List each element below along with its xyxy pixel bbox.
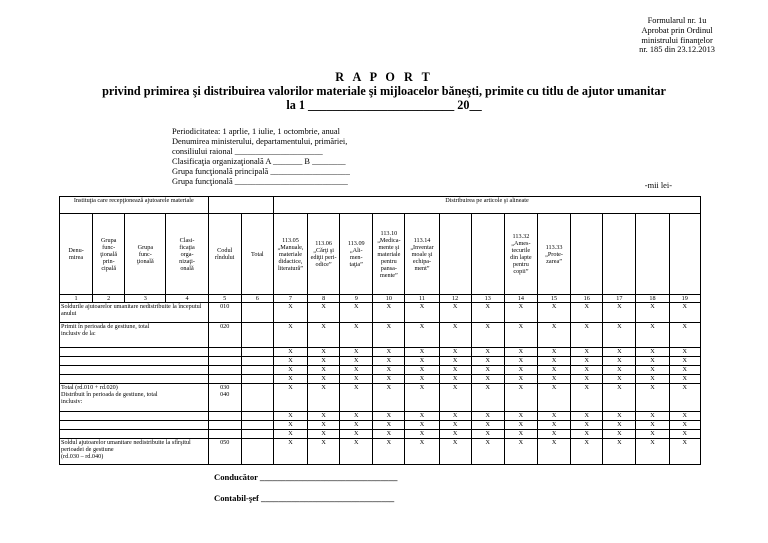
row-label xyxy=(60,412,209,421)
column-header xyxy=(439,214,471,295)
x-mark-cell: X xyxy=(340,430,373,439)
meta-org-classification: Clasificaţia organizaţională A _______ B ________ xyxy=(172,157,346,166)
x-mark-cell: X xyxy=(504,430,537,439)
report-title xyxy=(0,70,768,112)
column-number: 15 xyxy=(537,295,570,303)
table-row xyxy=(60,348,701,357)
row-label: Primit în perioada de gestiune, total inclusiv de la: xyxy=(60,323,209,348)
column-header xyxy=(669,214,700,295)
column-number-row xyxy=(60,295,701,303)
x-mark-cell: X xyxy=(439,303,471,323)
column-header: Clasi- ficaţia orga- nizaţi- onală xyxy=(166,214,208,295)
x-mark-cell: X xyxy=(636,323,669,348)
x-mark-cell: X xyxy=(308,430,340,439)
x-mark-cell: X xyxy=(439,384,471,412)
column-number: 19 xyxy=(669,295,700,303)
x-mark-cell: X xyxy=(439,348,471,357)
column-header: Grupa func- ţională xyxy=(125,214,166,295)
x-mark-cell: X xyxy=(308,366,340,375)
x-mark-cell: X xyxy=(308,421,340,430)
x-mark-cell: X xyxy=(636,384,669,412)
x-mark-cell: X xyxy=(669,348,700,357)
meta-main-functional-group: Grupa funcţională principală ___________________ xyxy=(172,167,350,176)
x-mark-cell: X xyxy=(537,430,570,439)
column-header: 113.06 „Cărţi şi ediţii peri- odice” xyxy=(308,214,340,295)
x-mark-cell: X xyxy=(571,323,603,348)
x-mark-cell: X xyxy=(537,412,570,421)
x-mark-cell: X xyxy=(504,384,537,412)
column-number: 10 xyxy=(373,295,405,303)
row-code xyxy=(208,357,241,366)
x-mark-cell: X xyxy=(273,357,307,366)
table-row xyxy=(60,439,701,465)
approval-order: nr. 185 din 23.12.2013 xyxy=(639,45,715,55)
x-mark-cell: X xyxy=(571,303,603,323)
column-header-row xyxy=(60,214,701,295)
x-mark-cell: X xyxy=(373,303,405,323)
x-mark-cell: X xyxy=(471,421,504,430)
total-cell xyxy=(241,357,273,366)
x-mark-cell: X xyxy=(273,348,307,357)
x-mark-cell: X xyxy=(537,384,570,412)
x-mark-cell: X xyxy=(669,366,700,375)
x-mark-cell: X xyxy=(439,366,471,375)
approval-line: Aprobat prin Ordinul xyxy=(641,25,713,35)
x-mark-cell: X xyxy=(471,323,504,348)
x-mark-cell: X xyxy=(669,357,700,366)
total-cell xyxy=(241,366,273,375)
x-mark-cell: X xyxy=(439,323,471,348)
x-mark-cell: X xyxy=(603,421,636,430)
x-mark-cell: X xyxy=(439,412,471,421)
x-mark-cell: X xyxy=(340,412,373,421)
x-mark-cell: X xyxy=(373,439,405,465)
x-mark-cell: X xyxy=(273,384,307,412)
row-code: 020 xyxy=(208,323,241,348)
x-mark-cell: X xyxy=(537,439,570,465)
x-mark-cell: X xyxy=(273,375,307,384)
column-header: 113.09 „Ali- men- taţia” xyxy=(340,214,373,295)
x-mark-cell: X xyxy=(603,348,636,357)
table-row xyxy=(60,421,701,430)
row-code: 030 040 xyxy=(208,384,241,412)
x-mark-cell: X xyxy=(373,412,405,421)
x-mark-cell: X xyxy=(636,357,669,366)
total-cell xyxy=(241,412,273,421)
row-label xyxy=(60,430,209,439)
x-mark-cell: X xyxy=(504,357,537,366)
total-cell xyxy=(241,384,273,412)
x-mark-cell: X xyxy=(603,323,636,348)
x-mark-cell: X xyxy=(504,348,537,357)
x-mark-cell: X xyxy=(471,366,504,375)
x-mark-cell: X xyxy=(340,421,373,430)
x-mark-cell: X xyxy=(571,357,603,366)
x-mark-cell: X xyxy=(340,323,373,348)
total-cell xyxy=(241,303,273,323)
x-mark-cell: X xyxy=(273,366,307,375)
x-mark-cell: X xyxy=(636,430,669,439)
x-mark-cell: X xyxy=(571,375,603,384)
x-mark-cell: X xyxy=(373,323,405,348)
x-mark-cell: X xyxy=(636,412,669,421)
column-header: Grupa func- ţională prin- cipală xyxy=(93,214,125,295)
table-row xyxy=(60,323,701,348)
column-header: Codul rîndului xyxy=(208,214,241,295)
x-mark-cell: X xyxy=(636,303,669,323)
column-number: 3 xyxy=(125,295,166,303)
x-mark-cell: X xyxy=(471,430,504,439)
x-mark-cell: X xyxy=(340,348,373,357)
x-mark-cell: X xyxy=(273,323,307,348)
x-mark-cell: X xyxy=(405,303,439,323)
x-mark-cell: X xyxy=(439,375,471,384)
x-mark-cell: X xyxy=(571,421,603,430)
x-mark-cell: X xyxy=(471,412,504,421)
column-header: 113.14 „Inventar moale şi echipa- ment” xyxy=(405,214,439,295)
row-code: 050 xyxy=(208,439,241,465)
x-mark-cell: X xyxy=(373,348,405,357)
x-mark-cell: X xyxy=(439,439,471,465)
meta-ministry: Denumirea ministerului, departamentului, primăriei, xyxy=(172,137,348,146)
x-mark-cell: X xyxy=(308,323,340,348)
x-mark-cell: X xyxy=(308,439,340,465)
x-mark-cell: X xyxy=(471,384,504,412)
x-mark-cell: X xyxy=(471,439,504,465)
row-code xyxy=(208,375,241,384)
row-code xyxy=(208,366,241,375)
approval-ministry: ministrului finanţelor xyxy=(641,35,713,45)
row-label xyxy=(60,357,209,366)
column-header xyxy=(636,214,669,295)
x-mark-cell: X xyxy=(273,412,307,421)
column-header: 113.32 „Ames- tecurile din lapte pentru copii” xyxy=(504,214,537,295)
group-header-blank xyxy=(208,197,273,214)
x-mark-cell: X xyxy=(340,439,373,465)
table-row xyxy=(60,357,701,366)
table-row xyxy=(60,366,701,375)
x-mark-cell: X xyxy=(636,366,669,375)
x-mark-cell: X xyxy=(273,421,307,430)
table-row xyxy=(60,412,701,421)
report-title-subtitle: privind primirea şi distribuirea valorilor materiale şi mijloacelor băneşti, primite cu titlu de ajutor umanitar xyxy=(102,84,666,98)
x-mark-cell: X xyxy=(373,384,405,412)
x-mark-cell: X xyxy=(669,384,700,412)
x-mark-cell: X xyxy=(669,303,700,323)
unit-label: -mii lei- xyxy=(644,181,672,190)
total-cell xyxy=(241,323,273,348)
row-code xyxy=(208,412,241,421)
x-mark-cell: X xyxy=(571,439,603,465)
manager-signature: Conducător ________________________________ xyxy=(214,472,398,482)
x-mark-cell: X xyxy=(273,439,307,465)
x-mark-cell: X xyxy=(471,357,504,366)
report-table xyxy=(59,196,701,465)
x-mark-cell: X xyxy=(504,366,537,375)
x-mark-cell: X xyxy=(504,303,537,323)
x-mark-cell: X xyxy=(405,384,439,412)
x-mark-cell: X xyxy=(405,439,439,465)
x-mark-cell: X xyxy=(405,430,439,439)
column-number: 5 xyxy=(208,295,241,303)
table-row xyxy=(60,384,701,412)
x-mark-cell: X xyxy=(504,421,537,430)
x-mark-cell: X xyxy=(603,384,636,412)
column-number: 16 xyxy=(571,295,603,303)
x-mark-cell: X xyxy=(537,375,570,384)
x-mark-cell: X xyxy=(340,366,373,375)
x-mark-cell: X xyxy=(308,348,340,357)
column-header xyxy=(571,214,603,295)
column-number: 14 xyxy=(504,295,537,303)
x-mark-cell: X xyxy=(504,412,537,421)
total-cell xyxy=(241,439,273,465)
x-mark-cell: X xyxy=(669,412,700,421)
column-number: 18 xyxy=(636,295,669,303)
x-mark-cell: X xyxy=(636,421,669,430)
report-meta xyxy=(172,127,350,187)
table-row xyxy=(60,430,701,439)
column-number: 17 xyxy=(603,295,636,303)
total-cell xyxy=(241,430,273,439)
column-number: 7 xyxy=(273,295,307,303)
x-mark-cell: X xyxy=(340,357,373,366)
x-mark-cell: X xyxy=(340,384,373,412)
row-label xyxy=(60,366,209,375)
column-header: 113.05 „Manuale, materiale didactice, literatură” xyxy=(273,214,307,295)
x-mark-cell: X xyxy=(669,323,700,348)
accountant-signature: Contabil-şef _______________________________ xyxy=(214,493,395,503)
x-mark-cell: X xyxy=(439,430,471,439)
x-mark-cell: X xyxy=(405,357,439,366)
meta-periodicity: Periodicitatea: 1 aprlie, 1 iulie, 1 octombrie, anual xyxy=(172,127,340,136)
x-mark-cell: X xyxy=(471,348,504,357)
x-mark-cell: X xyxy=(669,375,700,384)
total-cell xyxy=(241,348,273,357)
column-number: 9 xyxy=(340,295,373,303)
x-mark-cell: X xyxy=(603,439,636,465)
x-mark-cell: X xyxy=(537,366,570,375)
row-code: 010 xyxy=(208,303,241,323)
column-header xyxy=(471,214,504,295)
x-mark-cell: X xyxy=(537,421,570,430)
column-number: 2 xyxy=(93,295,125,303)
row-code xyxy=(208,348,241,357)
x-mark-cell: X xyxy=(636,348,669,357)
group-header-institution: Instituţia care recepţionează ajutoarele materiale xyxy=(60,197,209,214)
row-code xyxy=(208,421,241,430)
x-mark-cell: X xyxy=(603,375,636,384)
x-mark-cell: X xyxy=(537,357,570,366)
x-mark-cell: X xyxy=(373,375,405,384)
x-mark-cell: X xyxy=(340,303,373,323)
x-mark-cell: X xyxy=(571,384,603,412)
column-number: 8 xyxy=(308,295,340,303)
x-mark-cell: X xyxy=(571,412,603,421)
x-mark-cell: X xyxy=(471,375,504,384)
x-mark-cell: X xyxy=(571,366,603,375)
x-mark-cell: X xyxy=(439,421,471,430)
x-mark-cell: X xyxy=(373,421,405,430)
x-mark-cell: X xyxy=(471,303,504,323)
column-number: 12 xyxy=(439,295,471,303)
column-header: 113.33 „Prote- zarea” xyxy=(537,214,570,295)
x-mark-cell: X xyxy=(405,348,439,357)
x-mark-cell: X xyxy=(373,366,405,375)
x-mark-cell: X xyxy=(603,366,636,375)
x-mark-cell: X xyxy=(373,357,405,366)
x-mark-cell: X xyxy=(603,412,636,421)
column-header: 113.10 „Medica- mente şi materiale pentru pansa- mente” xyxy=(373,214,405,295)
report-title-main: R A P O R T xyxy=(335,70,433,84)
row-label xyxy=(60,421,209,430)
column-number: 1 xyxy=(60,295,93,303)
x-mark-cell: X xyxy=(603,303,636,323)
table-row xyxy=(60,375,701,384)
row-label: Total (rd.010 + rd.020) Distribuit în perioada de gestiune, total inclusiv: xyxy=(60,384,209,412)
meta-functional-group: Grupa funcţională ___________________________ xyxy=(172,177,348,186)
x-mark-cell: X xyxy=(669,439,700,465)
row-label: Soldurile ajutoarelor umanitare nedistribuite la începutul anului xyxy=(60,303,209,323)
x-mark-cell: X xyxy=(273,303,307,323)
row-code xyxy=(208,430,241,439)
row-label xyxy=(60,375,209,384)
group-header-distribution: Distribuirea pe articole şi alineate xyxy=(273,197,700,214)
x-mark-cell: X xyxy=(373,430,405,439)
x-mark-cell: X xyxy=(603,430,636,439)
column-number: 6 xyxy=(241,295,273,303)
x-mark-cell: X xyxy=(405,323,439,348)
x-mark-cell: X xyxy=(273,430,307,439)
total-cell xyxy=(241,375,273,384)
table-row xyxy=(60,303,701,323)
row-label: Soldul ajutoarelor umanitare nedistribuite la sfîrşitul perioadei de gestiune (rd.030 – rd.040) xyxy=(60,439,209,465)
column-header: Denu- mirea xyxy=(60,214,93,295)
x-mark-cell: X xyxy=(405,375,439,384)
x-mark-cell: X xyxy=(439,357,471,366)
meta-council: consiliului raional _____________________ xyxy=(172,147,323,156)
form-header xyxy=(639,16,715,55)
x-mark-cell: X xyxy=(504,375,537,384)
x-mark-cell: X xyxy=(571,430,603,439)
x-mark-cell: X xyxy=(405,412,439,421)
column-header xyxy=(603,214,636,295)
column-header: Total xyxy=(241,214,273,295)
row-label xyxy=(60,348,209,357)
x-mark-cell: X xyxy=(405,366,439,375)
column-number: 13 xyxy=(471,295,504,303)
report-title-date: la 1 ________________________ 20__ xyxy=(286,98,482,112)
x-mark-cell: X xyxy=(669,421,700,430)
x-mark-cell: X xyxy=(308,412,340,421)
group-header-row xyxy=(60,197,701,214)
x-mark-cell: X xyxy=(504,439,537,465)
x-mark-cell: X xyxy=(308,303,340,323)
x-mark-cell: X xyxy=(537,348,570,357)
x-mark-cell: X xyxy=(537,303,570,323)
x-mark-cell: X xyxy=(636,375,669,384)
x-mark-cell: X xyxy=(537,323,570,348)
form-number: Formularul nr. 1u xyxy=(647,16,707,25)
x-mark-cell: X xyxy=(504,323,537,348)
column-number: 4 xyxy=(166,295,208,303)
x-mark-cell: X xyxy=(405,421,439,430)
x-mark-cell: X xyxy=(308,357,340,366)
x-mark-cell: X xyxy=(308,384,340,412)
x-mark-cell: X xyxy=(669,430,700,439)
x-mark-cell: X xyxy=(636,439,669,465)
total-cell xyxy=(241,421,273,430)
x-mark-cell: X xyxy=(603,357,636,366)
x-mark-cell: X xyxy=(340,375,373,384)
column-number: 11 xyxy=(405,295,439,303)
x-mark-cell: X xyxy=(308,375,340,384)
x-mark-cell: X xyxy=(571,348,603,357)
